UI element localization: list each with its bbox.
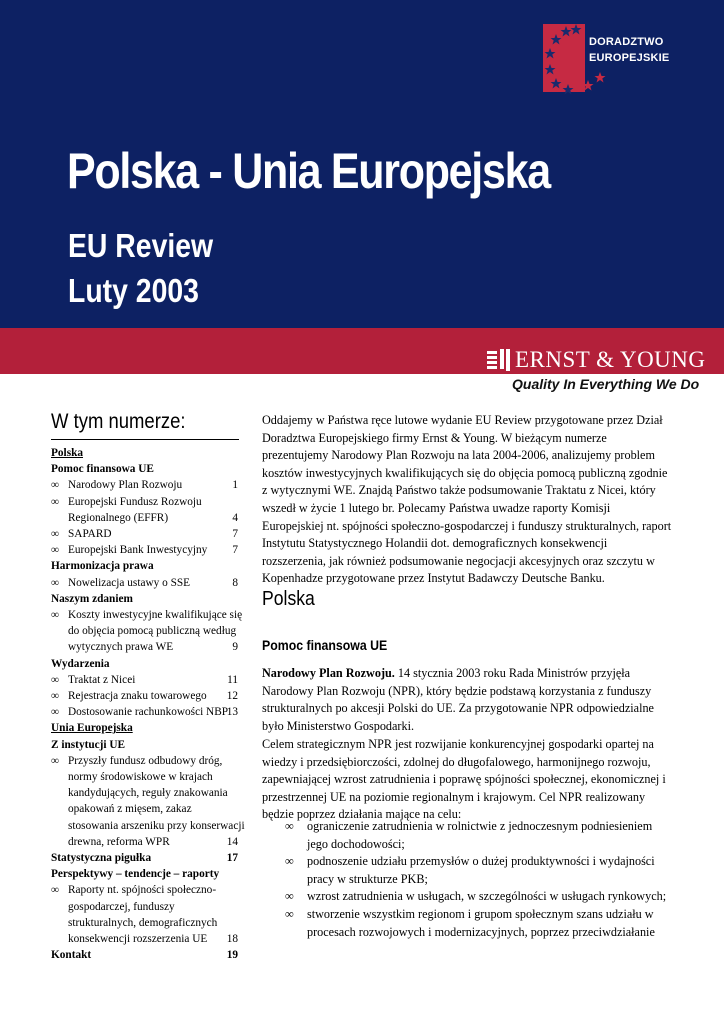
toc-item bbox=[51, 477, 239, 493]
toc-text: wytycznych prawa WE bbox=[68, 641, 174, 654]
toc-bullet-icon: ∞ bbox=[51, 495, 60, 508]
toc-item bbox=[51, 575, 239, 591]
toc-item bbox=[51, 899, 239, 915]
toc-section bbox=[51, 445, 239, 461]
toc-item bbox=[51, 915, 239, 931]
toc-page-number: 18 bbox=[226, 933, 238, 946]
intro-line: Europejskiej nt. spójności społeczno-gospodarczej i funduszy strukturalnych, raport bbox=[262, 518, 672, 533]
paragraph-line: wiedzy i przedsiębiorczości, zdolnej do długofalowego, harmonijnego rozwoju, bbox=[262, 754, 651, 769]
toc-section bbox=[51, 737, 239, 753]
toc-item bbox=[51, 931, 239, 947]
toc-page-number: 12 bbox=[226, 690, 238, 703]
toc-item bbox=[51, 494, 239, 510]
list-item bbox=[285, 888, 677, 906]
paragraph-line bbox=[262, 665, 674, 683]
lead-text: 14 stycznia 2003 roku Rada Ministrów przyjęła bbox=[394, 666, 631, 680]
section-heading-polska: Polska bbox=[262, 588, 315, 610]
toc-text: Koszty inwestycyjne kwalifikujące się bbox=[68, 609, 243, 622]
toc-item bbox=[51, 753, 239, 769]
toc-text: konsekwencji rozszerzenia UE bbox=[68, 933, 208, 946]
intro-line: Kopenhadze przygotowane przez Instytut Badawczy Deutsche Banku. bbox=[262, 571, 605, 586]
toc-text: Traktat z Nicei bbox=[68, 673, 136, 686]
toc-bullet-icon: ∞ bbox=[51, 884, 60, 897]
toc-page-number: 7 bbox=[232, 544, 238, 557]
toc-text: gospodarczej, funduszy bbox=[68, 900, 175, 913]
toc-text: Naszym zdaniem bbox=[51, 592, 133, 605]
paragraph-line: będzie poprzez działania mające na celu: bbox=[262, 807, 462, 822]
toc-item bbox=[51, 834, 239, 850]
toc-section bbox=[51, 866, 239, 882]
toc-text: do objęcia pomocą publiczną według bbox=[68, 625, 237, 638]
company-name: ERNST & YOUNG bbox=[515, 347, 706, 372]
tagline: Quality In Everything We Do bbox=[512, 376, 700, 392]
toc-page-number: 9 bbox=[232, 641, 238, 654]
list-item-line: wzrost zatrudnienia w usługach, w szczególności w usługach rynkowych; bbox=[307, 889, 667, 904]
logo-line-1: DORADZTWO bbox=[589, 36, 664, 48]
toc-text: drewna, reforma WPR bbox=[68, 835, 170, 848]
intro-line: kosztów inwestycyjnych kwalifikujących się do objęcia pomocą publiczną zgodnie bbox=[262, 465, 668, 480]
toc-section bbox=[51, 947, 239, 963]
toc-page-number: 1 bbox=[232, 479, 238, 492]
toc-text: Narodowy Plan Rozwoju bbox=[68, 479, 183, 492]
toc-section bbox=[51, 656, 239, 672]
intro-line: Oddajemy w Państwa ręce lutowe wydanie EU Review przygotowane przez Dział bbox=[262, 413, 663, 427]
toc-bullet-icon: ∞ bbox=[51, 690, 60, 703]
list-item bbox=[285, 818, 677, 853]
toc-section bbox=[51, 461, 239, 477]
toc-text: Kontakt bbox=[51, 949, 92, 962]
toc-bullet-icon: ∞ bbox=[51, 544, 60, 557]
toc-section bbox=[51, 850, 239, 866]
intro-line: prezentujemy Narodowy Plan Rozwoju na lata 2004-2006, analizujemy problem bbox=[262, 448, 655, 463]
toc-page-number: 17 bbox=[226, 852, 238, 865]
logo-line-2: EUROPEJSKIE bbox=[589, 52, 670, 64]
paragraph-cel-npr bbox=[262, 736, 674, 824]
toc-text: Statystyczna pigułka bbox=[51, 852, 152, 865]
toc-text: opakowań z mięsem, zakaz bbox=[68, 803, 192, 816]
bullet-icon: ∞ bbox=[285, 889, 294, 904]
paragraph-line: Celem strategicznym NPR jest rozwijanie konkurencyjnej gospodarki opartej na bbox=[262, 737, 654, 751]
toc-text: Z instytucji UE bbox=[51, 738, 126, 751]
list-item-line: pracy w strukturze PKB; bbox=[307, 871, 428, 886]
toc-section bbox=[51, 558, 239, 574]
toc-text: strukturalnych, demograficznych bbox=[68, 916, 218, 929]
list-item-line: procesach rozwojowych i modernizacyjnych, poprzez przeciwdziałanie bbox=[307, 924, 655, 939]
goals-list bbox=[285, 818, 677, 941]
toc-bullet-icon: ∞ bbox=[51, 528, 60, 541]
toc-page-number: 14 bbox=[226, 835, 238, 848]
toc-text: Pomoc finansowa UE bbox=[51, 463, 154, 476]
toc-text: Wydarzenia bbox=[51, 657, 110, 670]
bullet-icon: ∞ bbox=[285, 819, 294, 833]
doradztwo-logo-text bbox=[589, 34, 669, 66]
list-item-line: ograniczenie zatrudnienia w rolnictwie z jednoczesnym podniesieniem bbox=[307, 819, 653, 833]
toc-text: Raporty nt. spójności społeczno- bbox=[68, 884, 217, 897]
list-item-line: podnoszenie udziału przemysłów o dużej produktywności i wydajności bbox=[307, 854, 655, 869]
paragraph-line: było Ministerstwo Gospodarki. bbox=[262, 718, 414, 733]
toc-bullet-icon: ∞ bbox=[51, 754, 60, 767]
toc-text: Polska bbox=[51, 447, 84, 459]
paragraph-npr bbox=[262, 665, 674, 735]
toc-item bbox=[51, 639, 239, 655]
toc-divider bbox=[51, 439, 239, 440]
toc-page-number: 19 bbox=[226, 949, 238, 962]
toc-text: Regionalnego (EFFR) bbox=[68, 511, 169, 524]
toc-text: Unia Europejska bbox=[51, 722, 133, 735]
list-item-line: stworzenie wszystkim regionom i grupom społecznym szans udziału w bbox=[307, 906, 654, 921]
toc-bullet-icon: ∞ bbox=[51, 609, 60, 622]
toc-page-number: 11 bbox=[227, 673, 238, 686]
toc-page-number: 13 bbox=[226, 706, 238, 719]
toc-text: Europejski Fundusz Rozwoju bbox=[68, 495, 202, 508]
toc-item bbox=[51, 623, 239, 639]
list-item bbox=[285, 853, 677, 888]
list-item-line: jego dochodowości; bbox=[307, 836, 405, 851]
toc-item bbox=[51, 801, 239, 817]
subsection-heading: Pomoc finansowa UE bbox=[262, 637, 388, 653]
toc-item bbox=[51, 526, 239, 542]
paragraph-line: strukturalnych po akcesji Polski do UE. Za przygotowanie NPR odpowiedzialne bbox=[262, 701, 654, 716]
paragraph-line: przestrzennej UE na poziomie regionalnym i krajowym. Cel NPR realizowany bbox=[262, 789, 646, 804]
lead-bold: Narodowy Plan Rozwoju. bbox=[262, 666, 395, 680]
intro-line: Doradztwa Europejskiego firmy Ernst & Young. W bieżącym numerze bbox=[262, 430, 607, 445]
intro-line: wszedł w życie 1 lutego br. Polecamy Państwa uwadze raporty Komisji bbox=[262, 500, 611, 515]
toc-text: Rejestracja znaku towarowego bbox=[68, 690, 207, 703]
toc-item bbox=[51, 818, 245, 834]
toc-text: Dostosowanie rachunkowości NBP bbox=[68, 706, 229, 719]
page-title: Polska - Unia Europejska bbox=[67, 143, 550, 199]
toc-text: normy środowiskowe w krajach bbox=[68, 771, 213, 784]
toc-item bbox=[51, 882, 239, 898]
toc-item bbox=[51, 672, 239, 688]
ernst-young-logo bbox=[487, 347, 706, 373]
table-of-contents bbox=[51, 445, 245, 964]
toc-page-number: 7 bbox=[232, 528, 238, 541]
intro-line: z wytycznymi WE. Znajdą Państwo także podsumowanie Traktatu z Nicei, który bbox=[262, 483, 656, 498]
toc-item bbox=[51, 607, 243, 623]
bullet-icon: ∞ bbox=[285, 906, 294, 921]
toc-text: Perspektywy – tendencje – raporty bbox=[51, 868, 220, 881]
toc-text: Nowelizacja ustawy o SSE bbox=[68, 576, 191, 589]
toc-bullet-icon: ∞ bbox=[51, 673, 60, 686]
toc-bullet-icon: ∞ bbox=[51, 576, 60, 589]
toc-bullet-icon: ∞ bbox=[51, 706, 60, 719]
toc-text: stosowania arszeniku przy konserwacji bbox=[68, 819, 245, 832]
subtitle-eu-review: EU Review bbox=[68, 227, 214, 264]
toc-item bbox=[51, 704, 239, 720]
toc-section bbox=[51, 591, 239, 607]
toc-item bbox=[51, 510, 239, 526]
toc-text: Harmonizacja prawa bbox=[51, 560, 154, 573]
toc-text: Europejski Bank Inwestycyjny bbox=[68, 544, 208, 557]
intro-line: rozszerzenia, jak również podsumowanie negocjacji akcesyjnych oraz szczytu w bbox=[262, 553, 655, 568]
intro-paragraph bbox=[262, 412, 674, 588]
toc-page-number: 8 bbox=[232, 576, 238, 589]
toc-text: SAPARD bbox=[68, 528, 112, 541]
paragraph-line: zapewniającej wzrost zatrudnienia i poprawę spójności społecznej, ekonomicznej i bbox=[262, 772, 666, 787]
toc-heading: W tym numerze: bbox=[51, 410, 186, 433]
list-item bbox=[285, 906, 677, 941]
toc-section bbox=[51, 720, 239, 736]
toc-bullet-icon: ∞ bbox=[51, 479, 60, 492]
toc-text: kandydujących, reguły znakowania bbox=[68, 787, 228, 800]
toc-item bbox=[51, 542, 239, 558]
toc-item bbox=[51, 688, 239, 704]
subtitle-date: Luty 2003 bbox=[68, 272, 199, 309]
bullet-icon: ∞ bbox=[285, 854, 294, 869]
ey-mark-icon bbox=[487, 349, 511, 371]
toc-text: Przyszły fundusz odbudowy dróg, bbox=[68, 754, 223, 767]
toc-item bbox=[51, 769, 239, 785]
intro-line: Instytutu Statystycznego Holandii dot. demograficznych konsekwencji bbox=[262, 536, 608, 551]
paragraph-line: Narodowy Plan Rozwoju (NPR), który będzie podstawą korzystania z funduszy bbox=[262, 683, 652, 698]
toc-page-number: 4 bbox=[232, 511, 238, 524]
toc-item bbox=[51, 785, 239, 801]
